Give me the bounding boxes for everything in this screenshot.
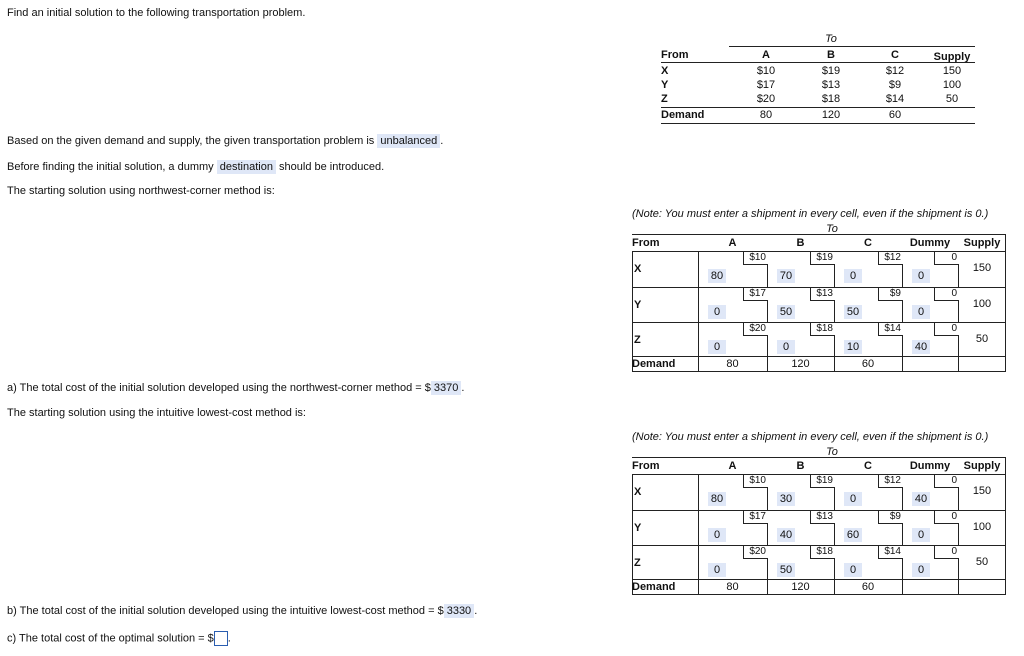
supply-cell: 150 xyxy=(972,485,992,497)
cost-box: $18 xyxy=(810,546,835,559)
cost-box: 0 xyxy=(934,546,959,559)
supply-cell: 150 xyxy=(972,262,992,274)
question-text: b) The total cost of the initial solution developed using the intuitive lowest-cost method = $ xyxy=(7,605,444,617)
grid-line xyxy=(632,579,1006,580)
supply-header: Supply xyxy=(933,51,971,63)
question-punct: . xyxy=(474,605,478,617)
row-label: Y xyxy=(634,299,642,311)
cost-box: $10 xyxy=(743,252,768,265)
row-label: X xyxy=(634,486,642,498)
grid-line xyxy=(902,251,903,372)
cost-box: $19 xyxy=(810,475,835,488)
demand-cell: 120 xyxy=(821,109,841,121)
cost-box: $14 xyxy=(878,323,903,336)
from-label: From xyxy=(632,460,660,472)
cost-cell: $9 xyxy=(888,79,902,91)
row-label: X xyxy=(634,263,642,275)
cost-box: $12 xyxy=(878,252,903,265)
shipment-input[interactable]: 0 xyxy=(708,563,726,577)
shipment-input[interactable]: 0 xyxy=(844,563,862,577)
statement-text: Before finding the initial solution, a dummy xyxy=(7,161,214,173)
row-label: Z xyxy=(634,557,641,569)
shipment-input[interactable]: 40 xyxy=(912,492,930,506)
cost-box: 0 xyxy=(934,252,959,265)
supply-cell: 150 xyxy=(942,65,962,77)
grid-line xyxy=(632,251,633,372)
lc-solution-table xyxy=(632,446,1006,595)
statement-text: should be introduced. xyxy=(279,161,385,173)
demand-cell: 60 xyxy=(861,358,875,370)
cost-cell: $17 xyxy=(756,79,776,91)
cost-box: 0 xyxy=(934,511,959,524)
demand-label: Demand xyxy=(661,109,705,121)
question-b xyxy=(7,605,477,617)
shipment-input[interactable]: 40 xyxy=(777,528,795,542)
grid-line xyxy=(632,594,1006,595)
col-header-c: C xyxy=(891,49,899,61)
supply-header: Supply xyxy=(963,237,1001,249)
statement-lc: The starting solution using the intuitive lowest-cost method is: xyxy=(7,407,306,419)
supply-cell: 50 xyxy=(975,556,989,568)
col-header: B xyxy=(796,460,805,472)
demand-label: Demand xyxy=(632,581,676,593)
row-label: Z xyxy=(634,334,641,346)
cost-box: $14 xyxy=(878,546,903,559)
note-text-nw: (Note: You must enter a shipment in every cell, even if the shipment is 0.) xyxy=(632,208,989,220)
shipment-input[interactable]: 0 xyxy=(912,563,930,577)
cost-cell: $19 xyxy=(821,65,841,77)
grid-line xyxy=(698,251,699,372)
cost-box: $18 xyxy=(810,323,835,336)
supply-cell: 100 xyxy=(942,79,962,91)
row-label-y: Y xyxy=(661,79,669,91)
question-text: c) The total cost of the optimal solution = $ xyxy=(7,632,214,645)
supply-cell: 100 xyxy=(972,521,992,533)
question-punct: . xyxy=(461,382,465,394)
cost-cell: $14 xyxy=(885,93,905,105)
row-label-x: X xyxy=(661,65,669,77)
cost-cell: $10 xyxy=(756,65,776,77)
col-header: B xyxy=(796,237,805,249)
supply-header: Supply xyxy=(963,460,1001,472)
demand-cell: 80 xyxy=(759,109,773,121)
answer-c-input[interactable] xyxy=(214,631,228,646)
cost-box: $13 xyxy=(810,288,835,301)
shipment-input[interactable]: 50 xyxy=(777,563,795,577)
col-header-a: A xyxy=(762,49,770,61)
demand-label: Demand xyxy=(632,358,676,370)
shipment-input[interactable]: 0 xyxy=(844,269,862,283)
col-header: Dummy xyxy=(909,460,951,472)
demand-cell: 120 xyxy=(791,358,810,370)
cost-box: $17 xyxy=(743,288,768,301)
grid-line xyxy=(632,474,633,595)
shipment-input[interactable]: 0 xyxy=(844,492,862,506)
cost-cell: $12 xyxy=(885,65,905,77)
cost-cell: $18 xyxy=(821,93,841,105)
grid-line xyxy=(834,251,835,372)
col-header-b: B xyxy=(827,49,835,61)
question-text: a) The total cost of the initial solution developed using the northwest-corner method = $ xyxy=(7,382,431,394)
col-header: A xyxy=(728,237,737,249)
cost-box: $20 xyxy=(743,323,768,336)
supply-cell: 50 xyxy=(945,93,959,105)
nw-solution-table xyxy=(632,223,1006,372)
question-punct: . xyxy=(227,632,231,645)
statement-dummy xyxy=(7,161,384,173)
cost-cell: $20 xyxy=(756,93,776,105)
grid-line xyxy=(902,474,903,595)
col-header: C xyxy=(864,237,872,249)
demand-cell: 80 xyxy=(726,581,739,593)
to-label: To xyxy=(826,223,838,235)
shipment-input[interactable]: 0 xyxy=(912,269,930,283)
shipment-input[interactable]: 50 xyxy=(777,305,795,319)
row-label-z: Z xyxy=(661,93,668,105)
shipment-input[interactable]: 50 xyxy=(844,305,862,319)
statement-nw: The starting solution using northwest-corner method is: xyxy=(7,185,275,197)
grid-line xyxy=(767,251,768,372)
grid-line xyxy=(834,474,835,595)
cost-box: $13 xyxy=(810,511,835,524)
shipment-input[interactable]: 0 xyxy=(777,340,795,354)
answer-a-input[interactable]: 3370 xyxy=(431,381,461,395)
question-a xyxy=(7,382,464,394)
demand-cell: 80 xyxy=(726,358,739,370)
cost-box: $12 xyxy=(878,475,903,488)
cost-cell: $13 xyxy=(821,79,841,91)
cost-box: $9 xyxy=(878,511,903,524)
supply-cell: 50 xyxy=(975,333,989,345)
cost-box: 0 xyxy=(934,288,959,301)
cost-box: $9 xyxy=(878,288,903,301)
from-label: From xyxy=(632,237,660,249)
shipment-input[interactable]: 80 xyxy=(708,269,726,283)
supply-cell: 100 xyxy=(972,298,992,310)
statement-punct: . xyxy=(440,135,444,147)
grid-line xyxy=(767,474,768,595)
shipment-input[interactable]: 60 xyxy=(844,528,862,542)
to-label: To xyxy=(826,446,838,458)
cost-box: $10 xyxy=(743,475,768,488)
cost-box: $19 xyxy=(810,252,835,265)
to-label: To xyxy=(825,33,837,45)
shipment-input[interactable]: 10 xyxy=(844,340,862,354)
demand-cell: 120 xyxy=(791,581,810,593)
col-header: C xyxy=(864,460,872,472)
demand-cell: 60 xyxy=(861,581,875,593)
shipment-input[interactable]: 80 xyxy=(708,492,726,506)
shipment-input[interactable]: 0 xyxy=(912,528,930,542)
cost-box: $20 xyxy=(743,546,768,559)
statement-balance xyxy=(7,135,443,147)
shipment-input[interactable]: 0 xyxy=(708,305,726,319)
grid-line xyxy=(632,371,1006,372)
col-header: Dummy xyxy=(909,237,951,249)
row-label: Y xyxy=(634,522,642,534)
demand-cell: 60 xyxy=(888,109,902,121)
balance-dropdown[interactable]: unbalanced xyxy=(377,134,440,148)
col-header: A xyxy=(728,460,737,472)
cost-box: $17 xyxy=(743,511,768,524)
from-label: From xyxy=(661,49,689,61)
answer-b-input[interactable]: 3330 xyxy=(444,604,474,618)
shipment-input[interactable]: 70 xyxy=(777,269,795,283)
cost-box: 0 xyxy=(934,323,959,336)
cost-box: 0 xyxy=(934,475,959,488)
grid-line xyxy=(632,356,1006,357)
note-text-lc: (Note: You must enter a shipment in every cell, even if the shipment is 0.) xyxy=(632,431,989,443)
intro-text: Find an initial solution to the following transportation problem. xyxy=(7,7,306,19)
statement-text: Based on the given demand and supply, the given transportation problem is xyxy=(7,135,375,147)
grid-line xyxy=(698,474,699,595)
shipment-input[interactable]: 0 xyxy=(708,340,726,354)
shipment-input[interactable]: 0 xyxy=(708,528,726,542)
dummy-dropdown[interactable]: destination xyxy=(217,160,276,174)
shipment-input[interactable]: 0 xyxy=(912,305,930,319)
shipment-input[interactable]: 30 xyxy=(777,492,795,506)
question-c xyxy=(7,631,231,646)
shipment-input[interactable]: 40 xyxy=(912,340,930,354)
